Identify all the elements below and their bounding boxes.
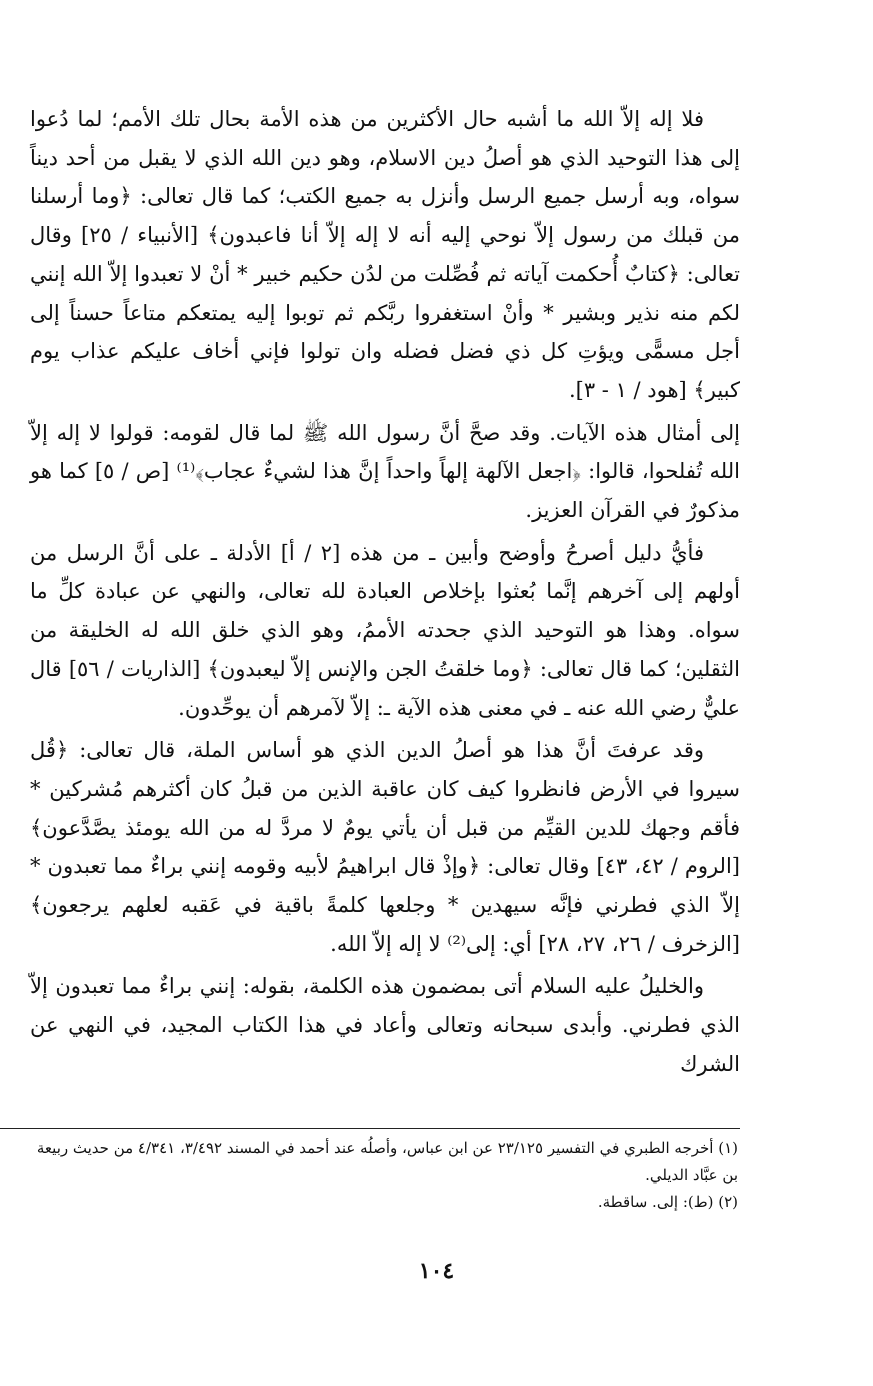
footnote-1: (١) أخرجه الطبري في التفسير ٢٣/١٢٥ عن ابن عباس، وأصلُه عند أحمد في المسند ٣/٤٩٢، ٤/٣٤١ من حديث ربيعة بن عبَّاد الديلي. (36, 1139, 738, 1184)
page-number: ١٠٤ (418, 1258, 455, 1284)
paragraph-1: فلا إله إلاّ الله ما أشبه حال الأكثرين من هذه الأمة بحال تلك الأمم؛ لما دُعوا إلى هذا التوحيد الذي هو أصلُ دين الاسلام، وهو دين الله الذي لا يقبل من أحد ديناً سواه، وبه أرسل جميع الرسل وأنزل به جميع الكتب؛ كما قال تعالى: ﴿وما أرسلنا من قبلك من رسول إلاّ نوحي إليه أنه لا إله إلاّ أنا فاعبدون﴾ [الأنبياء / ٢٥] وقال تعالى: ﴿كتابٌ أُحكمت آياته ثم فُصِّلت من لدُن حكيم خبير * أنْ لا تعبدوا إلاّ الله إنني لكم منه نذير وبشير * وأنْ استغفروا ربَّكم ثم توبوا إليه يمتعكم متاعاً حسناً إلى أجل مسمًّى ويؤتِ كل ذي فضل فضله وان تولوا فإني أخاف عليكم عذاب يوم كبير﴾ [هود / ١ - ٣]. (30, 107, 740, 402)
footnotes (30, 1135, 738, 1216)
paragraph-4: وقد عرفتَ أنَّ هذا هو أصلُ الدين الذي هو أساس الملة، قال تعالى: ﴿قُل سيروا في الأرض فانظروا كيف كان عاقبة الذين من قبلُ كان أكثرهم مُشركين * فأقم وجهك للدين القيِّم من قبل أن يأتي يومٌ لا مردَّ له من الله يومئذ يصَّدَّعون﴾ [الروم / ٤٢، ٤٣] وقال تعالى: ﴿وإذْ قال ابراهيمُ لأبيه وقومه إنني براءٌ مما تعبدون * إلاّ الذي فطرني فإنَّه سيهدين * وجلعها كلمةً باقية في عَقبه لعلهم يرجعون﴾ [الزخرف / ٢٦، ٢٧، ٢٨] أي: إلى⁽²⁾ لا إله إلاّ الله. (30, 738, 740, 956)
paragraph-5: والخليلُ عليه السلام أتى بمضمون هذه الكلمة، بقوله: إنني براءٌ مما تعبدون إلاّ الذي فطرني. وأبدى سبحانه وتعالى وأعاد في هذا الكتاب المجيد، في النهي عن الشرك (30, 974, 740, 1076)
main-text (30, 100, 740, 1088)
paragraph-2: إلى أمثال هذه الآيات. وقد صحَّ أنَّ رسول الله ﷺ لما قال لقومه: قولوا لا إله إلاّ الله تُفلحوا، قالوا: ﴿اجعل الآلهة إلهاً واحداً إنَّ هذا لشيءٌ عجاب﴾⁽¹⁾ [ص / ٥] كما هو مذكورٌ في القرآن العزيز. (30, 420, 740, 523)
footnote-2: (٢) (ط): إلى. ساقطة. (597, 1193, 738, 1211)
paragraph-3: فأيُّ دليل أصرحُ وأوضح وأبين ـ من هذه [٢ / أ] الأدلة ـ على أنَّ الرسل من أولهم إلى آخرهم إنَّما بُعثوا بإخلاص العبادة لله تعالى، والنهي عن عبادة كلِّ ما سواه. وهذا هو التوحيد الذي جحدته الأممُ، وهو الذي خلق الله له الخليقة من الثقلين؛ كما قال تعالى: ﴿وما خلقتُ الجن والإنس إلاّ ليعبدون﴾ [الذاريات / ٥٦] قال عليٌّ رضي الله عنه ـ في معنى هذه الآية ـ: إلاّ لآمرهم أن يوحِّدون. (30, 540, 740, 720)
footnote-divider (0, 1128, 740, 1129)
